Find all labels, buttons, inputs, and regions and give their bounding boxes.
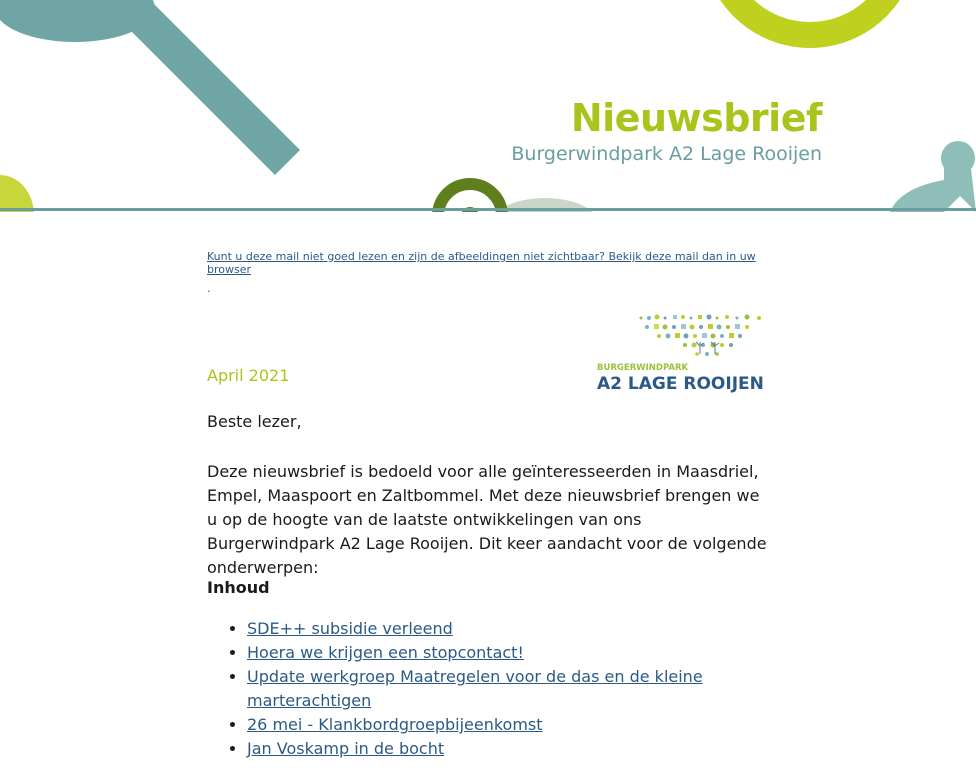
newsletter-subtitle: Burgerwindpark A2 Lage Rooijen — [511, 143, 822, 165]
burgerwindpark-logo — [597, 310, 769, 396]
toc-item — [247, 617, 809, 641]
browser-notice-suffix: . — [207, 282, 211, 295]
issue-date: April 2021 — [207, 366, 290, 385]
toc-link-jan-voskamp[interactable]: Jan Voskamp in de bocht — [247, 739, 445, 758]
toc-item — [247, 665, 809, 713]
toc-link-werkgroep-das[interactable]: Update werkgroep Maatregelen voor de das en de kleine marterachtigen — [247, 667, 703, 710]
toc-list — [207, 617, 809, 761]
view-in-browser-link[interactable]: Kunt u deze mail niet goed lezen en zijn de afbeeldingen niet zichtbaar? Bekijk deze mail dan in uw browser — [207, 250, 756, 276]
logo-top-text: BURGERWINDPARK — [597, 363, 689, 373]
date-logo-row — [207, 310, 769, 400]
toc-item — [247, 641, 809, 665]
logo-main-text: A2 LAGE ROOIJEN — [597, 374, 764, 394]
intro-paragraph: Deze nieuwsbrief is bedoeld voor alle geïnteresseerden in Maasdriel, Empel, Maaspoort en Zaltbommel. Met deze nieuwsbrief brengen we u op de hoogte van de laatste ontwikkelingen van ons Burgerwindpark A2 Lage Rooijen. Dit keer aandacht voor de volgende onderwerpen: — [207, 462, 767, 577]
toc-link-klankbordgroep[interactable]: 26 mei - Klankbordgroepbijeenkomst — [247, 715, 543, 734]
newsletter-body — [207, 250, 769, 758]
header-divider — [0, 208, 976, 211]
logo-dots-icon — [640, 315, 762, 357]
toc-link-sde-subsidie[interactable]: SDE++ subsidie verleend — [247, 619, 453, 638]
greeting: Beste lezer, — [207, 412, 302, 431]
browser-notice — [207, 250, 769, 295]
toc-link-stopcontact[interactable]: Hoera we krijgen een stopcontact! — [247, 643, 524, 662]
toc-item — [247, 737, 809, 761]
toc-item — [247, 713, 809, 737]
newsletter-header — [0, 0, 976, 212]
newsletter-title: Nieuwsbrief — [570, 96, 822, 140]
toc-heading: Inhoud — [207, 578, 270, 597]
